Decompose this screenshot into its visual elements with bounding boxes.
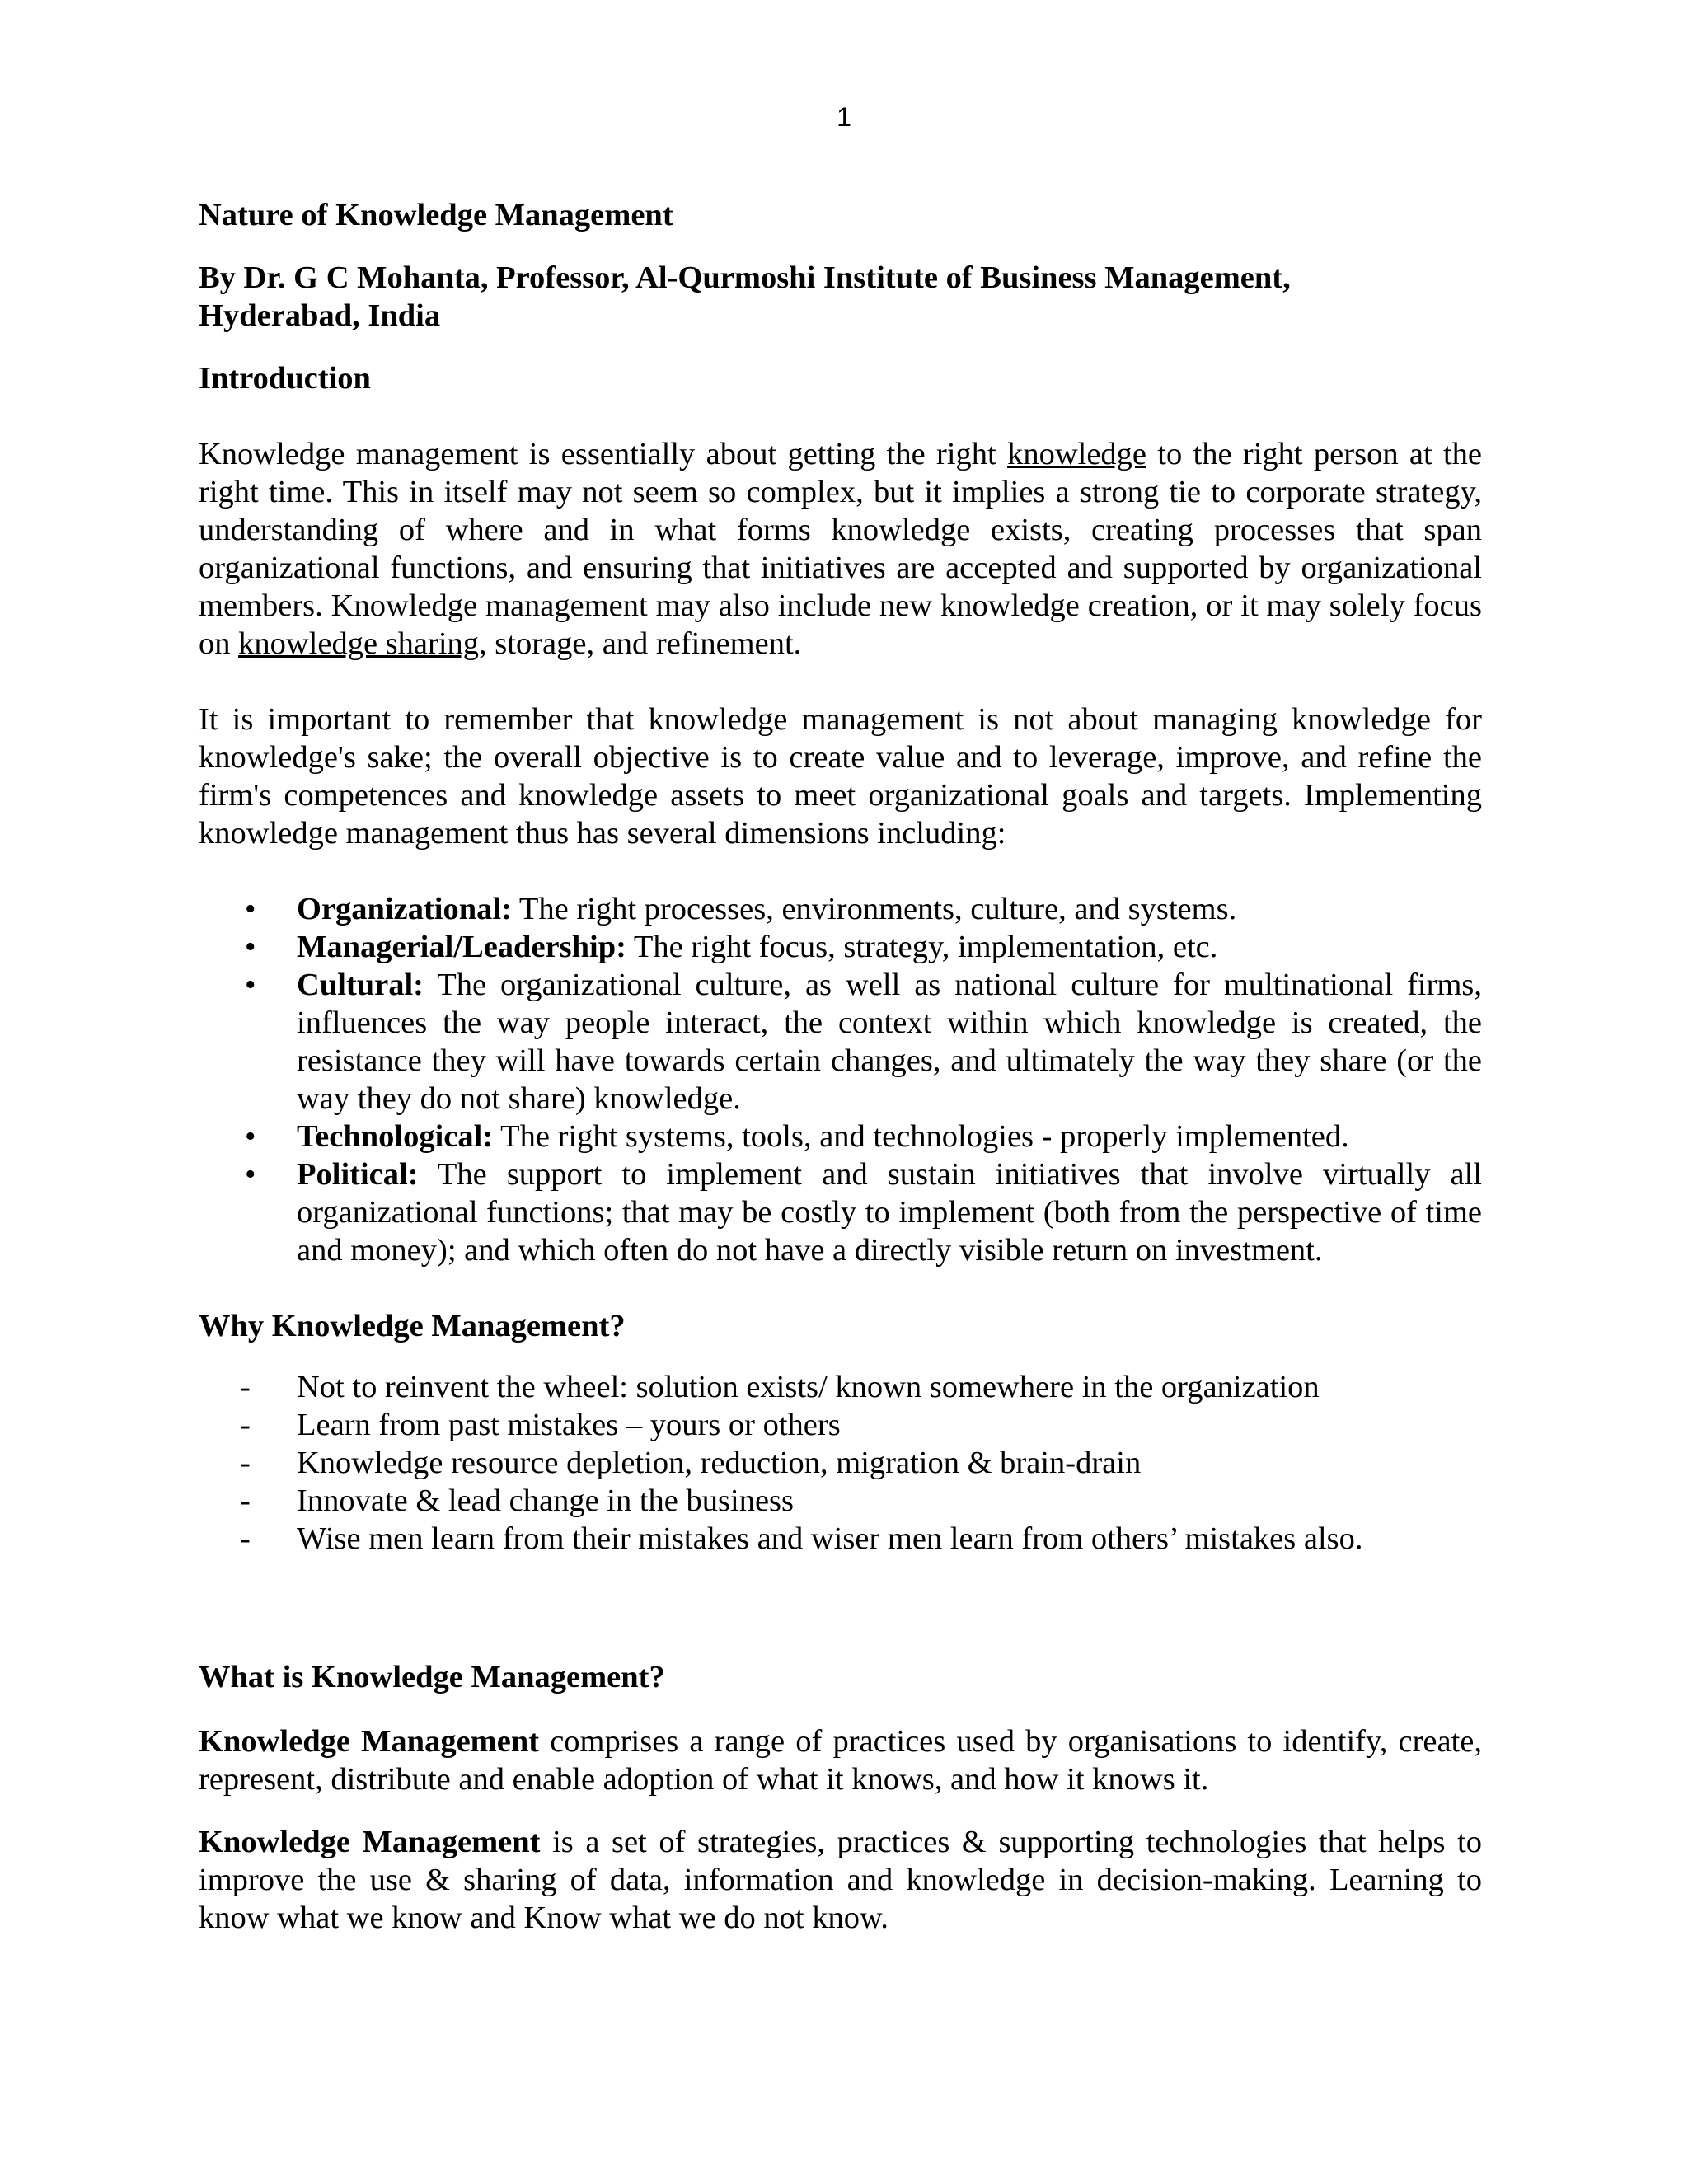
- definition-paragraph-2: [199, 1823, 1482, 1937]
- dimension-item-managerial: [199, 928, 1482, 966]
- list-item-text: Innovate & lead change in the business: [297, 1483, 794, 1518]
- bullet-icon: •: [245, 892, 256, 926]
- list-item-text: Knowledge resource depletion, reduction, migration & brain-drain: [297, 1446, 1142, 1480]
- page-number: 1: [837, 102, 851, 132]
- dimension-term: Political:: [297, 1157, 419, 1192]
- dash-icon: -: [240, 1408, 251, 1442]
- dimension-item-cultural: [199, 966, 1482, 1118]
- bullet-icon: •: [245, 930, 256, 964]
- definition-paragraph-1: [199, 1722, 1482, 1798]
- what-is-km-heading: What is Knowledge Management?: [199, 1660, 665, 1694]
- document-title: Nature of Knowledge Management: [199, 198, 673, 232]
- dimension-text: The right systems, tools, and technologies - properly implemented.: [493, 1119, 1349, 1154]
- list-item: [199, 1368, 1482, 1406]
- why-km-list: [199, 1368, 1482, 1558]
- definition-term: Knowledge Management: [199, 1724, 540, 1759]
- dash-icon: -: [240, 1521, 251, 1556]
- dimension-item-technological: [199, 1118, 1482, 1155]
- dimension-term: Cultural:: [297, 968, 424, 1002]
- definition-term: Knowledge Management: [199, 1825, 541, 1859]
- dimension-text: The organizational culture, as well as national culture for multinational firms, influences the way people interact, the context within which knowledge is created, the resistance they will have towards certain changes, and ultimately the way they share (or the way they do not share) knowledge.: [297, 968, 1482, 1116]
- why-km-heading: Why Knowledge Management?: [199, 1309, 626, 1343]
- dimension-term: Managerial/Leadership:: [297, 930, 626, 964]
- list-item-text: Learn from past mistakes – yours or others: [297, 1408, 841, 1442]
- document-content: [199, 196, 1482, 1937]
- dimension-term: Technological:: [297, 1119, 494, 1154]
- intro-p1-text-2: to the right person at the right time. This in itself may not seem so complex, but it implies a strong tie to corporate strategy, understanding of where and in what forms knowledge exists, creating processes that span organizational functions, and ensuring that initiatives are accepted and supported by organizational members. Knowledge management may also include new knowledge creation, or it may solely focus on: [199, 437, 1483, 661]
- intro-p1-text-1: Knowledge management is essentially about getting the right: [199, 437, 1008, 471]
- dash-icon: -: [240, 1370, 251, 1404]
- list-item: [199, 1406, 1482, 1444]
- byline-line-1: By Dr. G C Mohanta, Professor, Al-Qurmoshi Institute of Business Management,: [199, 260, 1291, 295]
- byline-line-2: Hyderabad, India: [199, 298, 441, 333]
- knowledge-sharing-link[interactable]: knowledge sharing: [238, 626, 480, 661]
- list-item: [199, 1444, 1482, 1482]
- dimensions-list: [199, 890, 1482, 1269]
- definition-text: comprises a range of practices used by organisations to identify, create, represent, distribute and enable adoption of what it knows, and how it knows it.: [199, 1724, 1482, 1797]
- list-item: [199, 1520, 1482, 1558]
- introduction-paragraph-1: [199, 435, 1482, 663]
- list-item-text: Not to reinvent the wheel: solution exists/ known somewhere in the organization: [297, 1370, 1320, 1404]
- list-item-text: Wise men learn from their mistakes and wiser men learn from others’ mistakes also.: [297, 1521, 1363, 1556]
- dimension-item-political: [199, 1155, 1482, 1269]
- bullet-icon: •: [245, 1119, 256, 1154]
- dimension-text: The support to implement and sustain initiatives that involve virtually all organizational functions; that may be costly to implement (both from the perspective of time and money); and which often do not have a directly visible return on investment.: [297, 1157, 1482, 1268]
- bullet-icon: •: [245, 1157, 256, 1192]
- introduction-paragraph-2: It is important to remember that knowledge management is not about managing knowledge for knowledge's sake; the overall objective is to create value and to leverage, improve, and refine the firm's competences and knowledge assets to meet organizational goals and targets. Implementing knowledge management thus has several dimensions including:: [199, 702, 1482, 851]
- dimension-text: The right focus, strategy, implementation, etc.: [626, 930, 1218, 964]
- dimension-text: The right processes, environments, culture, and systems.: [511, 892, 1237, 926]
- dimension-item-organizational: [199, 890, 1482, 928]
- dash-icon: -: [240, 1446, 251, 1480]
- list-item: [199, 1482, 1482, 1520]
- dimension-term: Organizational:: [297, 892, 512, 926]
- dash-icon: -: [240, 1483, 251, 1518]
- intro-p1-text-3: , storage, and refinement.: [479, 626, 802, 661]
- author-byline: [199, 259, 1482, 335]
- bullet-icon: •: [245, 968, 256, 1002]
- introduction-heading: Introduction: [199, 361, 371, 396]
- definition-text: is a set of strategies, practices & supporting technologies that helps to improve the use & sharing of data, information and knowledge in decision-making. Learning to know what we know and Know what we do not know.: [199, 1825, 1482, 1935]
- knowledge-link[interactable]: knowledge: [1007, 437, 1146, 471]
